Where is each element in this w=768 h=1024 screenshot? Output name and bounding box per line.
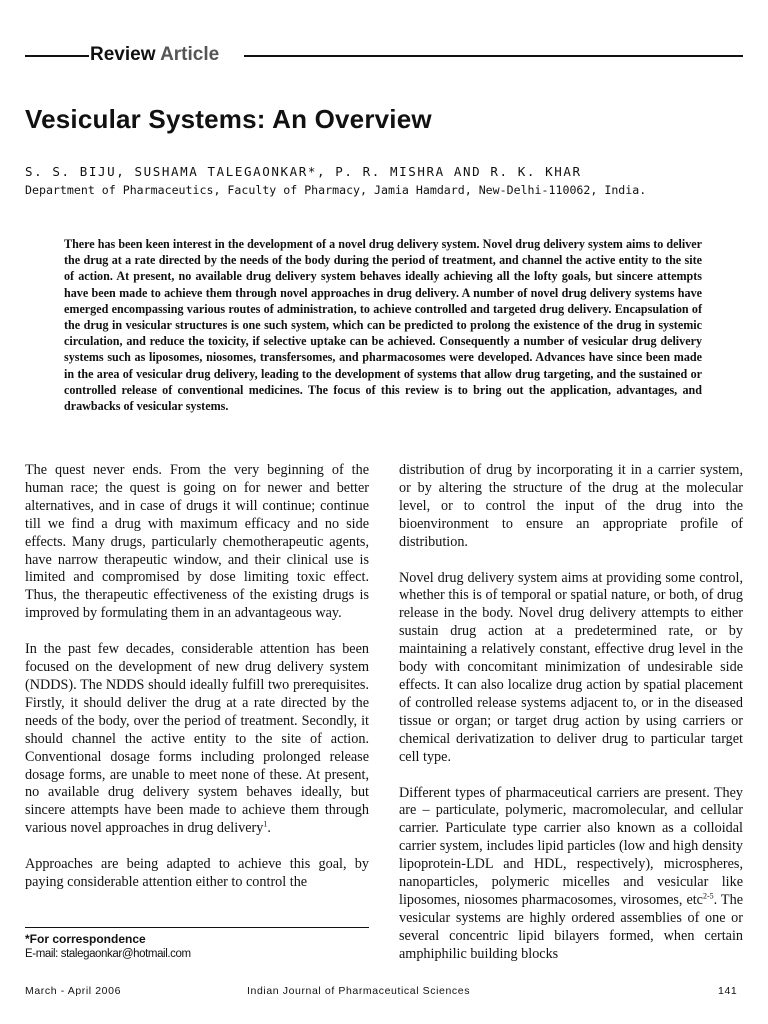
- page-number: 141: [718, 985, 738, 997]
- left-paragraph-1: The quest never ends. From the very beginning of the human race; the quest is going on for newer and better alternatives, and in case of drugs it will continue; continue till we find a drug with maximum efficacy and no side effects. Many drugs, particularly chemotherapeutic agents, have narrow therapeutic window, and their clinical use is limited and compromised by dose limiting toxic effect. Thus, the therapeutic effectiveness of the existing drugs is improved by formulating them in an advantageous way.: [25, 462, 369, 622]
- citation-ref: 2-5: [702, 891, 714, 901]
- article-title: Vesicular Systems: An Overview: [25, 104, 432, 134]
- right-column: [399, 462, 743, 982]
- section-label-review: Review: [90, 44, 156, 65]
- footnote-divider: [25, 927, 369, 928]
- footnote-heading: *For correspondence: [25, 932, 146, 946]
- affiliation: Department of Pharmaceutics, Faculty of Pharmacy, Jamia Hamdard, New-Delhi-110062, India.: [25, 183, 647, 197]
- abstract: There has been keen interest in the development of a novel drug delivery system. Novel drug delivery system aims to deliver the drug at a rate directed by the needs of the body during the period of treatment, and channel the active entity to the site of action. At present, no available drug delivery system behaves ideally achieving all the lofty goals, but sincere attempts have been made to achieve them through novel approaches in drug delivery. A number of novel drug delivery systems have emerged encompassing various routes of administration, to achieve controlled and targeted drug delivery. Encapsulation of the drug in vesicular structures is one such system, which can be predicted to prolong the existence of the drug in systemic circulation, and reduce the toxicity, if selective uptake can be achieved. Consequently a number of vesicular drug delivery systems such as liposomes, niosomes, transfersomes, and pharmacosomes were developed. Advances have since been made in the area of vesicular drug delivery, leading to the development of systems that allow drug targeting, and the sustained or controlled release of conventional medicines. The focus of this review is to bring out the application, advantages, and drawbacks of vesicular systems.: [64, 237, 702, 414]
- left-paragraph-2: In the past few decades, considerable attention has been focused on the development of new drug delivery system (NDDS). The NDDS should ideally fulfill two prerequisites. Firstly, it should deliver the drug at a rate directed by the needs of the body, over the period of treatment. Secondly, it should channel the active entity to the site of action. Conventional dosage forms including prolonged release dosage forms, are unable to meet none of these. At present, no available drug delivery system behaves ideally, but sincere attempts have been made to achieve them through various novel approaches in drug delivery$^1$.: [25, 641, 369, 837]
- right-paragraph-1: distribution of drug by incorporating it in a carrier system, or by altering the structure of the drug at the molecular level, or to control the input of the drug into the bioenvironment to ensure an appropriate profile of distribution.: [399, 462, 743, 550]
- footer-journal: Indian Journal of Pharmaceutical Sciences: [247, 985, 471, 997]
- left-paragraph-3: Approaches are being adapted to achieve this goal, by paying considerable attention either to control the: [25, 856, 369, 891]
- left-column: [25, 462, 369, 910]
- section-label: [90, 44, 219, 66]
- footnote-email: E-mail: stalegaonkar@hotmail.com: [25, 948, 191, 960]
- author-list: S. S. BIJU, SUSHAMA TALEGAONKAR*, P. R. MISHRA AND R. K. KHAR: [25, 164, 582, 179]
- header-rule-right: [244, 55, 743, 57]
- citation-ref: 1: [263, 819, 268, 829]
- header-rule-left: [25, 55, 89, 57]
- right-paragraph-2: Novel drug delivery system aims at providing some control, whether this is of temporal or spatial nature, or both, of drug release in the body. Novel drug delivery attempts to either sustain drug action at a predetermined rate, or by maintaining a relatively constant, effective drug level in the body with concomitant minimization of undesirable side effects. It can also localize drug action by spatial placement of controlled release systems adjacent to, or in the diseased tissue or organ; or target drug action by using carriers or chemical derivatization to deliver drug to particular target cell type.: [399, 569, 743, 765]
- right-paragraph-3: Different types of pharmaceutical carriers are present. They are – particulate, polymeric, macromolecular, and cellular carrier. Particulate type carrier also known as a colloidal carrier system, includes lipid particles (low and high density lipoprotein-LDL and HDL, respectively), microspheres, nanoparticles, polymeric micelles and vesicular like liposomes, niosomes pharmacosomes, virosomes, etc$^{2-5}$. The vesicular systems are highly ordered assemblies of one or several concentric lipid bilayers formed, when certain amphiphilic building blocks: [399, 784, 743, 962]
- footer-date: March - April 2006: [25, 985, 122, 997]
- section-label-article: Article: [160, 44, 220, 65]
